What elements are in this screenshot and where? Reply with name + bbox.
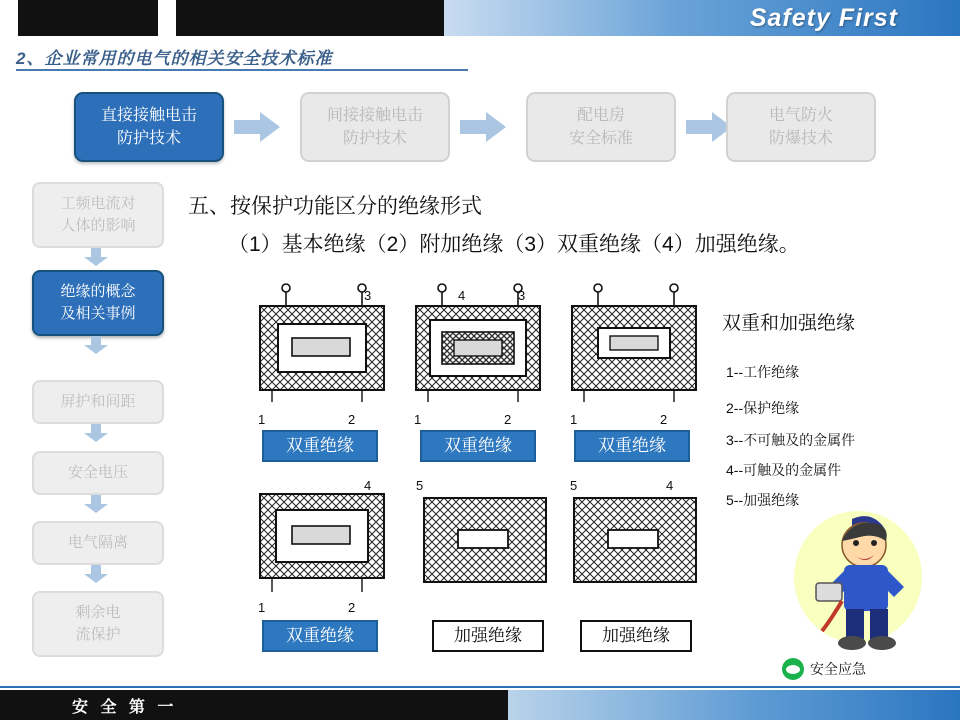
- section-underline: [16, 69, 468, 71]
- sidebar-item-2[interactable]: [32, 270, 164, 336]
- sidebar-item-6[interactable]: [32, 591, 164, 657]
- insulation-diagram-6: [570, 490, 700, 590]
- diagram-6-caption: 加强绝缘: [580, 620, 692, 652]
- flow-arrow-1-icon: [234, 112, 280, 142]
- sidebar-item-6-line2: 流保护: [75, 626, 121, 643]
- diagram-1-caption: 双重绝缘: [262, 430, 378, 462]
- diagram-2-num-2: 2: [504, 412, 512, 427]
- legend-item-5: 5--加强绝缘: [726, 492, 800, 508]
- sidebar-arrow-3-icon: [84, 424, 108, 442]
- footer-text: 安 全 第 一: [72, 699, 178, 716]
- diagram-5-caption: 加强绝缘: [432, 620, 544, 652]
- flow-step-1[interactable]: [74, 92, 224, 162]
- wechat-badge: [782, 658, 866, 680]
- sidebar-arrow-2-icon: [84, 336, 108, 354]
- flow-step-4-line1: 电气防火: [768, 106, 833, 124]
- flow-step-2-line1: 间接接触电击: [326, 106, 423, 124]
- electric-shock-cartoon: [786, 505, 926, 650]
- sidebar-item-4[interactable]: [32, 451, 164, 495]
- sidebar-item-2-line2: 及相关事例: [60, 305, 136, 322]
- banner-segment-black-2: [176, 0, 444, 36]
- sidebar-arrow-1-icon: [84, 248, 108, 266]
- flow-step-3[interactable]: [526, 92, 676, 162]
- diagram-2-caption: 双重绝缘: [420, 430, 536, 462]
- diagram-4-num-1: 1: [258, 600, 266, 615]
- flow-step-1-line1: 直接接触电击: [100, 106, 197, 124]
- sidebar-arrow-5-icon: [84, 565, 108, 583]
- diagram-2-num-1: 1: [414, 412, 422, 427]
- diagram-3-num-2: 2: [660, 412, 668, 427]
- flow-step-3-line1: 配电房: [576, 106, 625, 124]
- flow-step-2-line2: 防护技术: [342, 130, 407, 147]
- sidebar-item-1-line2: 人体的影响: [60, 217, 136, 234]
- footer-rule: [0, 686, 960, 688]
- diagram-1-num-3: 3: [364, 288, 372, 303]
- flow-step-4[interactable]: [726, 92, 876, 162]
- banner-segment-black-1: [18, 0, 158, 36]
- legend-item-4: 4--可触及的金属件: [726, 462, 842, 478]
- sidebar-item-3-line1: 屏护和间距: [60, 393, 136, 411]
- wechat-label: 安全应急: [810, 661, 866, 677]
- sidebar-item-1[interactable]: [32, 182, 164, 248]
- flow-arrow-2-icon: [460, 112, 506, 142]
- diagram-1-num-2: 2: [348, 412, 356, 427]
- sidebar-arrow-4-icon: [84, 495, 108, 513]
- legend-item-3: 3--不可触及的金属件: [726, 432, 856, 448]
- diagram-3-num-1: 1: [570, 412, 578, 427]
- flow-step-3-line2: 安全标准: [568, 130, 633, 147]
- footer-bar: [0, 690, 960, 720]
- insulation-diagram-5: [420, 490, 550, 590]
- sidebar-item-5-line1: 电气隔离: [67, 534, 128, 552]
- wechat-icon: [782, 658, 804, 680]
- footer-bar-gradient: [508, 690, 960, 720]
- main-title-line1: 五、按保护功能区分的绝缘形式: [188, 195, 482, 218]
- flow-step-1-line2: 防护技术: [116, 130, 181, 147]
- banner-title: Safety First: [749, 4, 898, 32]
- diagram-2-num-4: 4: [458, 288, 466, 303]
- legend-item-1: 1--工作绝缘: [726, 364, 800, 380]
- banner-segment-white-1: [0, 0, 18, 36]
- diagram-6-num-5: 5: [570, 478, 578, 493]
- section-heading: 2、企业常用的电气的相关安全技术标准: [16, 49, 333, 68]
- diagram-4-caption: 双重绝缘: [262, 620, 378, 652]
- sidebar-item-3[interactable]: [32, 380, 164, 424]
- diagram-1-num-1: 1: [258, 412, 266, 427]
- diagram-3-caption: 双重绝缘: [574, 430, 690, 462]
- insulation-diagram-3: [564, 282, 704, 410]
- banner-segment-white-2: [158, 0, 176, 36]
- flow-step-4-line2: 防爆技术: [768, 130, 833, 147]
- flow-step-2[interactable]: [300, 92, 450, 162]
- insulation-diagram-4: [252, 478, 392, 602]
- sidebar-item-5[interactable]: [32, 521, 164, 565]
- main-title-line2: （1）基本绝缘（2）附加绝缘（3）双重绝缘（4）加强绝缘。: [228, 233, 800, 256]
- diagram-2-num-3: 3: [518, 288, 526, 303]
- diagram-6-num-4: 4: [666, 478, 674, 493]
- diagram-4-num-2: 2: [348, 600, 356, 615]
- diagram-5-num-5: 5: [416, 478, 424, 493]
- sidebar-item-2-line1: 绝缘的概念: [60, 283, 136, 301]
- top-banner: [0, 0, 960, 36]
- sidebar-item-6-line1: 剩余电: [75, 604, 121, 622]
- legend-title: 双重和加强绝缘: [722, 313, 856, 334]
- diagram-4-num-4: 4: [364, 478, 372, 493]
- legend-item-2: 2--保护绝缘: [726, 400, 800, 416]
- sidebar-item-1-line1: 工频电流对: [60, 195, 136, 213]
- insulation-diagram-2: [408, 282, 548, 410]
- sidebar-item-4-line1: 安全电压: [67, 464, 128, 482]
